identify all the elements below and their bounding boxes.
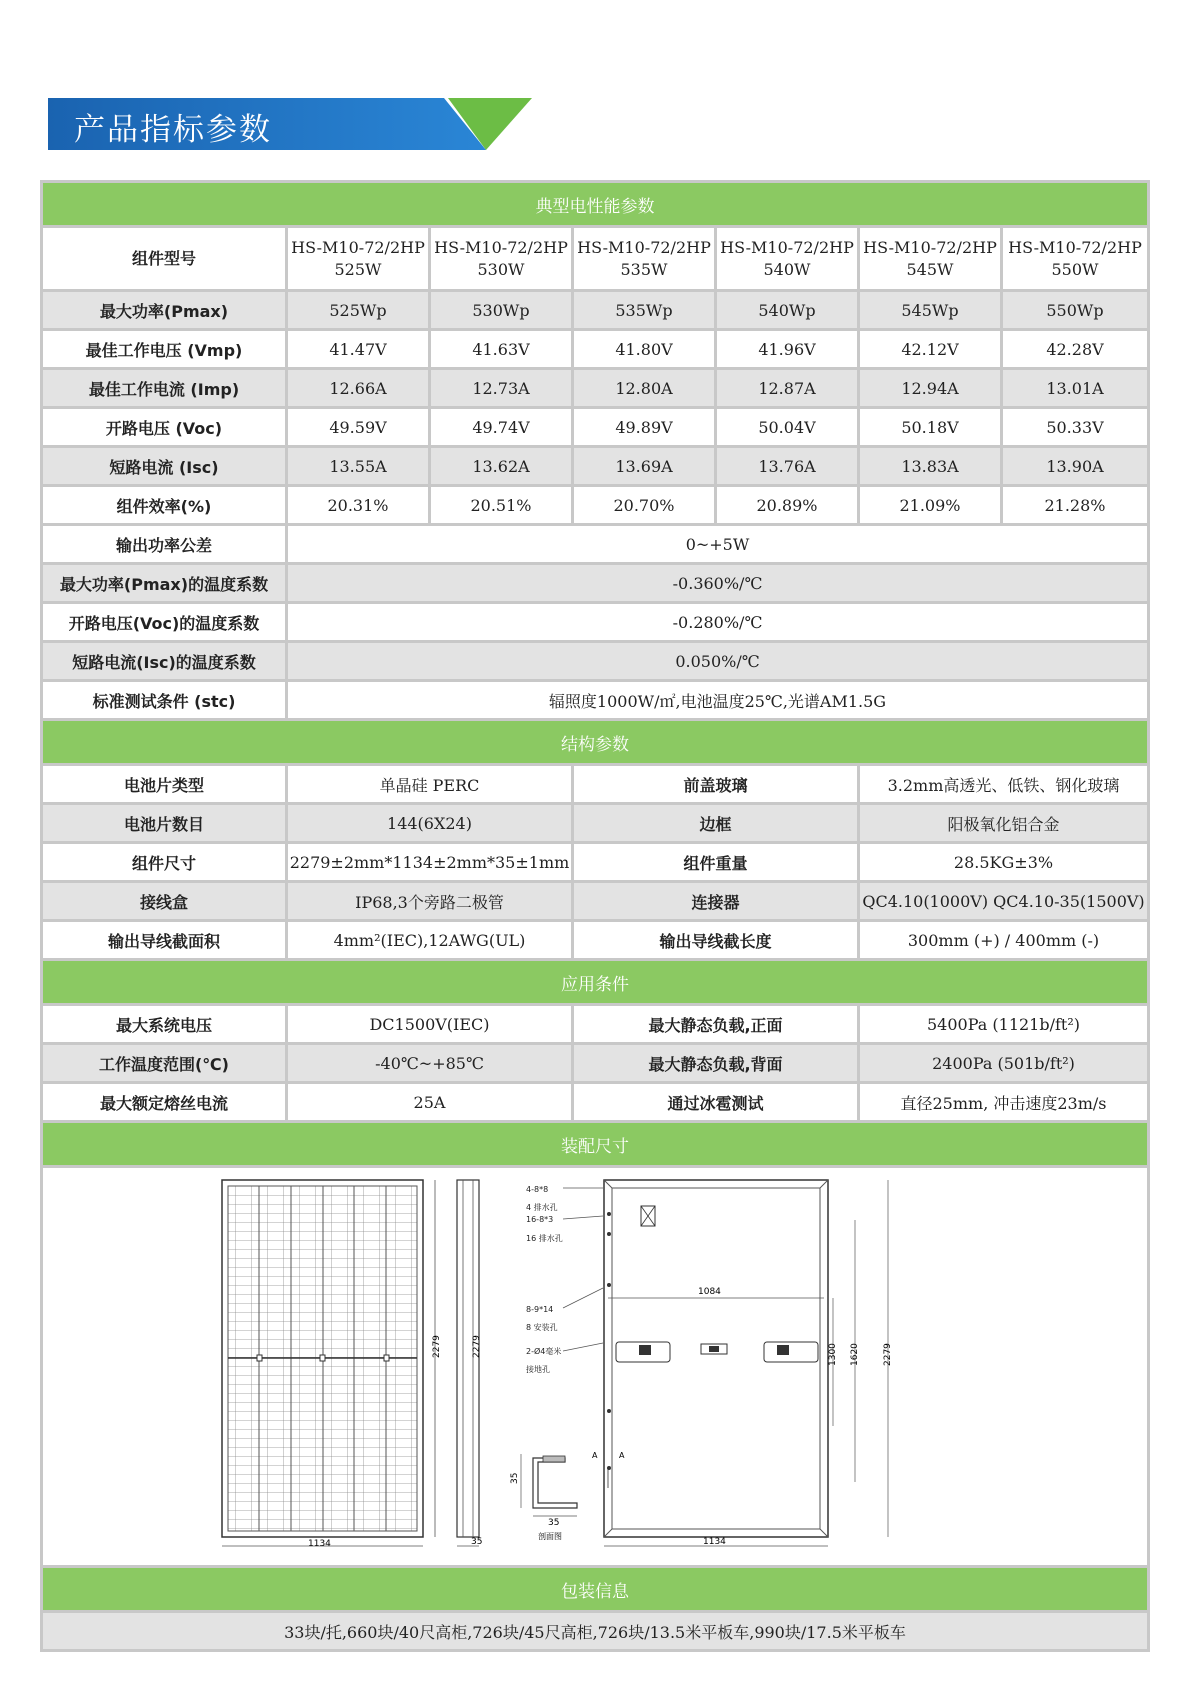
dim-1620-label: 1620 bbox=[850, 1343, 860, 1366]
table-cell: 辐照度1000W/㎡,电池温度25℃,光谱AM1.5G bbox=[288, 682, 1147, 721]
section-assembly-title: 装配尺寸 bbox=[43, 1123, 1147, 1168]
note-4: 16 排水孔 bbox=[526, 1234, 563, 1243]
table-cell: 535Wp bbox=[574, 292, 717, 331]
front-width-label: 1134 bbox=[308, 1539, 331, 1549]
table-cell: 12.66A bbox=[288, 370, 431, 409]
back-view bbox=[592, 1180, 893, 1547]
table-cell: DC1500V(IEC) bbox=[288, 1006, 574, 1045]
section-a-label-right: A bbox=[619, 1451, 625, 1460]
model-row bbox=[43, 228, 1147, 292]
row-label: 连接器 bbox=[574, 883, 860, 922]
table-cell: 20.70% bbox=[574, 487, 717, 526]
model-label: 组件型号 bbox=[43, 228, 288, 292]
table-row bbox=[43, 409, 1147, 448]
dim-2279-label: 2279 bbox=[883, 1343, 893, 1366]
page-header bbox=[48, 98, 578, 150]
profile-height-label: 35 bbox=[510, 1472, 520, 1484]
model-cell: HS-M10-72/2HP 530W bbox=[431, 228, 574, 292]
front-view bbox=[222, 1180, 442, 1549]
table-row bbox=[43, 766, 1147, 805]
table-row bbox=[43, 565, 1147, 604]
table-cell: 阳极氧化铝合金 bbox=[860, 805, 1147, 844]
table-cell: -40℃~+85℃ bbox=[288, 1045, 574, 1084]
row-label: 电池片类型 bbox=[43, 766, 288, 805]
table-cell: 13.83A bbox=[860, 448, 1003, 487]
section-a-label-left: A bbox=[592, 1451, 598, 1460]
row-label: 组件重量 bbox=[574, 844, 860, 883]
table-cell: -0.280%/℃ bbox=[288, 604, 1147, 643]
table-cell: 12.94A bbox=[860, 370, 1003, 409]
table-cell: 13.01A bbox=[1003, 370, 1147, 409]
table-cell: 21.28% bbox=[1003, 487, 1147, 526]
table-row bbox=[43, 1045, 1147, 1084]
table-row bbox=[43, 448, 1147, 487]
row-label: 最佳工作电压 (Vmp) bbox=[43, 331, 288, 370]
table-cell: 21.09% bbox=[860, 487, 1003, 526]
table-cell: 0~+5W bbox=[288, 526, 1147, 565]
row-label: 输出导线截面积 bbox=[43, 922, 288, 961]
table-cell: 12.73A bbox=[431, 370, 574, 409]
model-cell: HS-M10-72/2HP 545W bbox=[860, 228, 1003, 292]
table-cell: 42.28V bbox=[1003, 331, 1147, 370]
table-cell: 41.63V bbox=[431, 331, 574, 370]
dim-1300-label: 1300 bbox=[828, 1343, 838, 1366]
table-cell: 41.80V bbox=[574, 331, 717, 370]
table-cell: 20.31% bbox=[288, 487, 431, 526]
side-height-label: 2279 bbox=[472, 1335, 482, 1358]
table-row bbox=[43, 844, 1147, 883]
table-cell: 41.47V bbox=[288, 331, 431, 370]
table-row bbox=[43, 604, 1147, 643]
row-label: 组件效率(%) bbox=[43, 487, 288, 526]
profile-section bbox=[510, 1454, 577, 1541]
table-cell: 50.33V bbox=[1003, 409, 1147, 448]
table-cell: -0.360%/℃ bbox=[288, 565, 1147, 604]
model-cell: HS-M10-72/2HP 540W bbox=[717, 228, 860, 292]
table-cell: 50.04V bbox=[717, 409, 860, 448]
table-cell: 5400Pa (1121b/ft²) bbox=[860, 1006, 1147, 1045]
table-row bbox=[43, 805, 1147, 844]
table-cell: 25A bbox=[288, 1084, 574, 1123]
front-height-label: 2279 bbox=[432, 1335, 442, 1358]
table-row bbox=[43, 526, 1147, 565]
table-cell: 49.74V bbox=[431, 409, 574, 448]
note-8: 接地孔 bbox=[526, 1365, 550, 1374]
note-5: 8-9*14 bbox=[526, 1305, 554, 1314]
section-structure-title: 结构参数 bbox=[43, 721, 1147, 766]
table-row bbox=[43, 331, 1147, 370]
row-label: 开路电压 (Voc) bbox=[43, 409, 288, 448]
row-label: 最大静态负载,背面 bbox=[574, 1045, 860, 1084]
model-cell: HS-M10-72/2HP 550W bbox=[1003, 228, 1147, 292]
table-cell: 0.050%/℃ bbox=[288, 643, 1147, 682]
table-cell: IP68,3个旁路二极管 bbox=[288, 883, 574, 922]
packaging-text: 33块/托,660块/40尺高柜,726块/45尺高柜,726块/13.5米平板车,990块/17.5米平板车 bbox=[43, 1613, 1147, 1652]
profile-caption: 剖面图 bbox=[538, 1532, 562, 1541]
table-cell: 530Wp bbox=[431, 292, 574, 331]
spec-table bbox=[43, 183, 1147, 1652]
table-cell: 13.76A bbox=[717, 448, 860, 487]
row-label: 工作温度范围(℃) bbox=[43, 1045, 288, 1084]
table-cell: 12.87A bbox=[717, 370, 860, 409]
table-cell: 13.90A bbox=[1003, 448, 1147, 487]
table-row bbox=[43, 1006, 1147, 1045]
row-label: 最大系统电压 bbox=[43, 1006, 288, 1045]
section-electrical-title: 典型电性能参数 bbox=[43, 183, 1147, 228]
table-cell: 12.80A bbox=[574, 370, 717, 409]
assembly-drawing bbox=[43, 1168, 1147, 1565]
table-cell: 单晶硅 PERC bbox=[288, 766, 574, 805]
profile-width-label: 35 bbox=[548, 1518, 560, 1528]
row-label: 通过冰雹测试 bbox=[574, 1084, 860, 1123]
table-cell: QC4.10(1000V) QC4.10-35(1500V) bbox=[860, 883, 1147, 922]
table-cell: 3.2mm高透光、低铁、钢化玻璃 bbox=[860, 766, 1147, 805]
row-label: 最大功率(Pmax)的温度系数 bbox=[43, 565, 288, 604]
note-3: 16-8*3 bbox=[526, 1215, 554, 1224]
table-cell: 300mm (+) / 400mm (-) bbox=[860, 922, 1147, 961]
section-packaging-title: 包装信息 bbox=[43, 1568, 1147, 1613]
note-2: 4 排水孔 bbox=[526, 1203, 558, 1212]
table-cell: 13.55A bbox=[288, 448, 431, 487]
table-cell: 13.62A bbox=[431, 448, 574, 487]
table-cell: 550Wp bbox=[1003, 292, 1147, 331]
table-row bbox=[43, 922, 1147, 961]
table-cell: 525Wp bbox=[288, 292, 431, 331]
table-cell: 41.96V bbox=[717, 331, 860, 370]
row-label: 边框 bbox=[574, 805, 860, 844]
page-title: 产品指标参数 bbox=[74, 112, 272, 148]
table-cell: 49.59V bbox=[288, 409, 431, 448]
row-label: 标准测试条件 (stc) bbox=[43, 682, 288, 721]
drawing-notes bbox=[526, 1185, 603, 1374]
row-label: 最佳工作电流 (Imp) bbox=[43, 370, 288, 409]
row-label: 组件尺寸 bbox=[43, 844, 288, 883]
table-cell: 2279±2mm*1134±2mm*35±1mm bbox=[288, 844, 574, 883]
table-row bbox=[43, 292, 1147, 331]
side-view bbox=[457, 1180, 482, 1547]
table-cell: 49.89V bbox=[574, 409, 717, 448]
table-cell: 20.89% bbox=[717, 487, 860, 526]
model-cell: HS-M10-72/2HP 535W bbox=[574, 228, 717, 292]
row-label: 最大功率(Pmax) bbox=[43, 292, 288, 331]
table-cell: 2400Pa (501b/ft²) bbox=[860, 1045, 1147, 1084]
table-cell: 144(6X24) bbox=[288, 805, 574, 844]
row-label: 短路电流(Isc)的温度系数 bbox=[43, 643, 288, 682]
row-label: 开路电压(Voc)的温度系数 bbox=[43, 604, 288, 643]
table-row bbox=[43, 643, 1147, 682]
row-label: 输出导线截长度 bbox=[574, 922, 860, 961]
note-6: 8 安装孔 bbox=[526, 1323, 558, 1332]
row-label: 电池片数目 bbox=[43, 805, 288, 844]
back-width-top-label: 1084 bbox=[698, 1287, 721, 1297]
section-application-title: 应用条件 bbox=[43, 961, 1147, 1006]
table-row bbox=[43, 682, 1147, 721]
table-row bbox=[43, 1084, 1147, 1123]
table-cell: 13.69A bbox=[574, 448, 717, 487]
table-cell: 直径25mm, 冲击速度23m/s bbox=[860, 1084, 1147, 1123]
table-cell: 20.51% bbox=[431, 487, 574, 526]
table-row bbox=[43, 883, 1147, 922]
row-label: 短路电流 (Isc) bbox=[43, 448, 288, 487]
row-label: 前盖玻璃 bbox=[574, 766, 860, 805]
table-cell: 42.12V bbox=[860, 331, 1003, 370]
table-row bbox=[43, 370, 1147, 409]
row-label: 输出功率公差 bbox=[43, 526, 288, 565]
note-1: 4-8*8 bbox=[526, 1185, 549, 1194]
side-depth-label: 35 bbox=[471, 1537, 483, 1547]
back-width-label: 1134 bbox=[703, 1537, 726, 1547]
table-row bbox=[43, 487, 1147, 526]
model-cell: HS-M10-72/2HP 525W bbox=[288, 228, 431, 292]
row-label: 最大额定熔丝电流 bbox=[43, 1084, 288, 1123]
row-label: 最大静态负载,正面 bbox=[574, 1006, 860, 1045]
table-cell: 4mm²(IEC),12AWG(UL) bbox=[288, 922, 574, 961]
table-cell: 28.5KG±3% bbox=[860, 844, 1147, 883]
table-cell: 540Wp bbox=[717, 292, 860, 331]
table-cell: 545Wp bbox=[860, 292, 1003, 331]
row-label: 接线盒 bbox=[43, 883, 288, 922]
assembly-drawing-cell bbox=[43, 1168, 1147, 1568]
table-cell: 50.18V bbox=[860, 409, 1003, 448]
note-7: 2-Ø4毫米 bbox=[526, 1347, 562, 1356]
